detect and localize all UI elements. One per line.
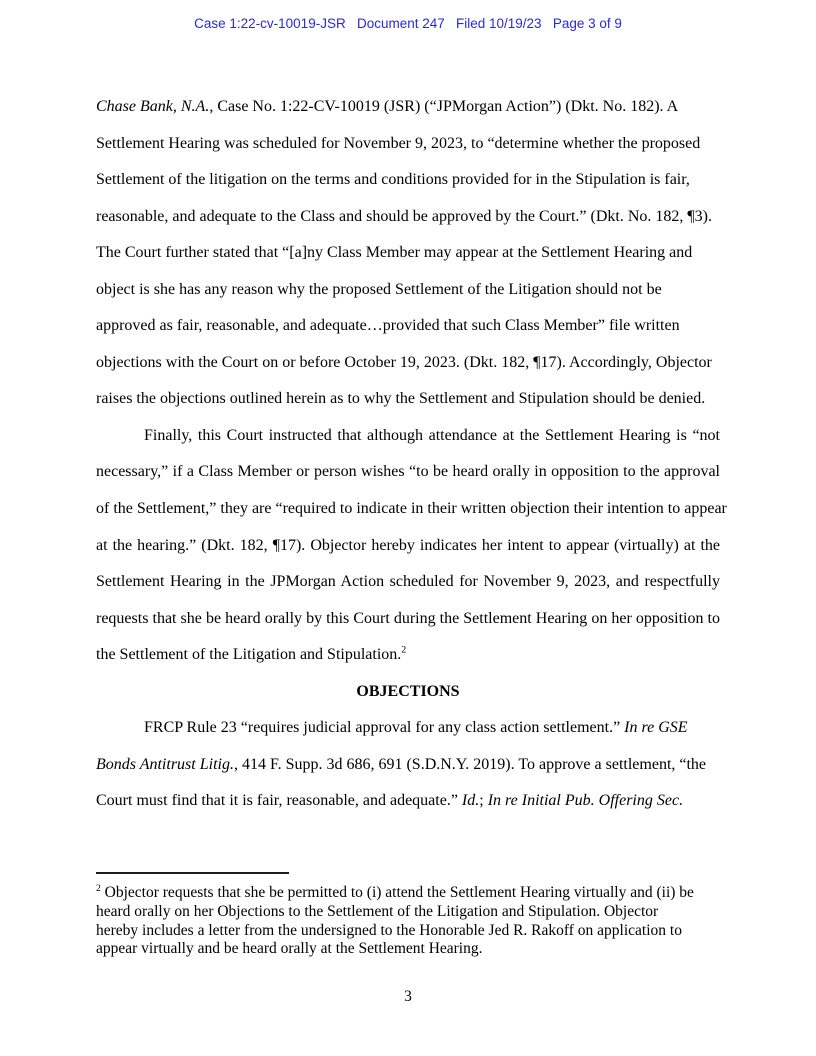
text-segment: ; [479, 792, 488, 810]
document-body [96, 89, 727, 820]
footnote-separator [96, 872, 289, 874]
text-line [96, 601, 720, 638]
text-segment: FRCP Rule 23 “requires judicial approval for any class action settlement.” [144, 719, 625, 737]
text-segment: object is she has any reason why the proposed Settlement of the Litigation should not be [96, 280, 662, 298]
text-line [96, 381, 720, 418]
text-segment: of the Settlement,” they are “required to indicate in their written objection their intention to appear [96, 500, 727, 518]
text-line [96, 747, 720, 784]
text-segment: objections with the Court on or before October 19, 2023. (Dkt. 182, ¶17). Accordingly, Objector [96, 353, 712, 371]
footnote-reference: 2 [401, 644, 407, 656]
text-line [96, 272, 720, 309]
text-segment: Settlement Hearing in the JPMorgan Action scheduled for November 9, 2023, and respectfully [96, 573, 720, 591]
text-line [96, 199, 720, 236]
text-line [96, 783, 720, 820]
text-segment: necessary,” if a Class Member or person wishes “to be heard orally in opposition to the approval [96, 463, 720, 481]
text-line [96, 308, 720, 345]
text-segment: heard orally on her Objections to the Settlement of the Litigation and Stipulation. Objector [96, 902, 659, 920]
text-segment: Settlement Hearing was scheduled for November 9, 2023, to “determine whether the proposed [96, 134, 701, 152]
text-segment: Id. [461, 792, 480, 810]
text-segment: The Court further stated that “[a]ny Class Member may appear at the Settlement Hearing and [96, 244, 693, 262]
text-segment: OBJECTIONS [356, 682, 460, 700]
text-segment: Bonds Antitrust Litig. [96, 755, 234, 773]
text-segment: Chase Bank, N.A. [96, 98, 210, 115]
text-segment: Objector requests that she be permitted to (i) attend the Settlement Hearing virtually and (ii) be [100, 884, 694, 901]
text-line [96, 903, 736, 922]
text-segment: approved as fair, reasonable, and adequate…provided that such Class Member” file written [96, 317, 680, 335]
text-line [96, 528, 720, 565]
text-segment: In re GSE [624, 719, 688, 737]
text-segment: Finally, this Court instructed that although attendance at the Settlement Hearing is “not [144, 426, 720, 444]
text-line [96, 491, 727, 528]
footnote-reference: 2 [96, 882, 101, 894]
text-line [96, 418, 720, 455]
text-line [96, 162, 720, 199]
text-line [96, 345, 720, 382]
text-segment: reasonable, and adequate to the Class and should be approved by the Court.” (Dkt. No. 182, ¶3). [96, 207, 712, 225]
text-segment: the Settlement of the Litigation and Stipulation. [96, 646, 402, 664]
footnote [96, 884, 736, 959]
text-segment: at the hearing.” (Dkt. 182, ¶17). Objector hereby indicates her intent to appear (virtually) at the [96, 536, 720, 554]
text-line [96, 884, 736, 903]
text-segment: , 414 F. Supp. 3d 686, 691 (S.D.N.Y. 2019). To approve a settlement, “the [233, 755, 707, 773]
text-line [96, 564, 720, 601]
text-line [96, 126, 720, 163]
text-segment: Settlement of the litigation on the terms and conditions provided for in the Stipulation is fair, [96, 171, 690, 189]
text-line [96, 454, 720, 491]
text-segment: raises the objections outlined herein as to why the Settlement and Stipulation should be denied. [96, 390, 706, 408]
section-heading [96, 674, 720, 711]
text-segment: Court must find that it is fair, reasonable, and adequate.” [96, 792, 462, 810]
text-segment: hereby includes a letter from the undersigned to the Honorable Jed R. Rakoff on application to [96, 921, 682, 939]
text-line [96, 89, 720, 126]
page-number: 3 [404, 988, 412, 1005]
text-line [96, 235, 720, 272]
ecf-header-stamp: Case 1:22-cv-10019-JSR Document 247 Filed 10/19/23 Page 3 of 9 [194, 16, 622, 31]
text-line [96, 922, 736, 941]
text-segment: , Case No. 1:22-CV-10019 (JSR) (“JPMorgan Action”) (Dkt. No. 182). A [209, 98, 679, 115]
text-segment: In re Initial Pub. Offering Sec. [487, 792, 684, 810]
text-line [96, 637, 720, 674]
text-segment: requests that she be heard orally by this Court during the Settlement Hearing on her opposition to [96, 609, 720, 627]
text-segment: appear virtually and be heard orally at the Settlement Hearing. [96, 940, 483, 958]
text-line [96, 710, 720, 747]
text-line [96, 940, 736, 959]
